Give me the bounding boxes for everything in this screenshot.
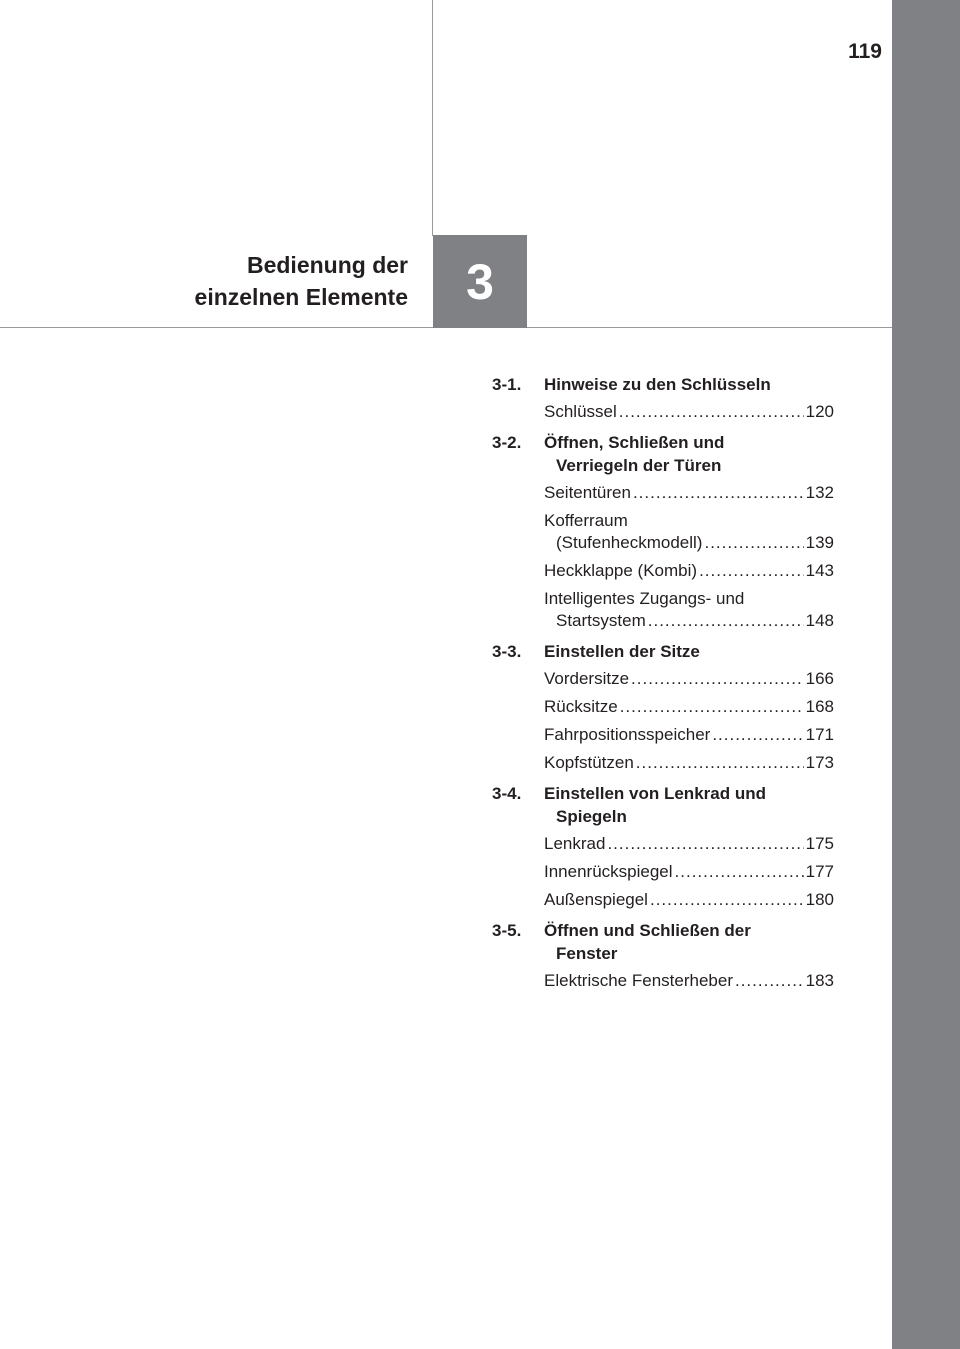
toc-section — [492, 373, 834, 423]
toc-entry-page: 183 — [805, 971, 834, 990]
toc-leader-dots — [631, 668, 804, 690]
toc-entry[interactable] — [544, 482, 834, 504]
toc-entry-label: Rücksitze — [544, 697, 618, 716]
header-vertical-divider — [432, 0, 433, 236]
toc-entry-label: Elektrische Fensterheber — [544, 971, 733, 990]
toc-entry-label: Vordersitze — [544, 669, 630, 688]
toc-entry[interactable] — [544, 510, 834, 554]
toc-entries — [544, 668, 834, 774]
toc-section-title — [544, 782, 834, 828]
toc-entry-label: Außenspiegel — [544, 890, 648, 909]
toc-entry-label: Kopfstützen — [544, 753, 634, 772]
toc-leader-dots — [704, 532, 803, 554]
toc-leader-dots — [675, 861, 804, 883]
toc-leader-dots — [650, 889, 804, 911]
page-number: 119 — [848, 40, 882, 63]
toc-entry-page: 175 — [805, 834, 834, 853]
toc-section-title-line: Spiegeln — [556, 807, 627, 826]
toc-section — [492, 431, 834, 632]
toc-entry-label: Heckklappe (Kombi) — [544, 561, 698, 580]
toc-leader-dots — [636, 752, 804, 774]
toc-entry[interactable] — [544, 970, 834, 992]
toc-leader-dots — [620, 696, 804, 718]
toc-entry-page: 120 — [805, 402, 834, 421]
toc-entry[interactable] — [544, 833, 834, 855]
toc-entry-label: (Stufenheckmodell) — [556, 533, 703, 552]
toc-section-heading[interactable] — [492, 782, 834, 828]
toc-entry[interactable] — [544, 724, 834, 746]
toc-leader-dots — [699, 560, 804, 582]
toc-entry-page: 143 — [805, 561, 834, 580]
toc-section-title-line: Fenster — [556, 944, 618, 963]
toc-entry-page: 177 — [805, 862, 834, 881]
toc-section-number: 3-5. — [492, 921, 522, 940]
chapter-number-box: 3 — [433, 235, 527, 328]
toc-section-title-line: Öffnen, Schließen und — [544, 433, 725, 452]
toc-entry[interactable] — [544, 560, 834, 582]
toc-entry-page: 173 — [805, 753, 834, 772]
toc-leader-dots — [633, 482, 804, 504]
toc-entry-label: Intelligentes Zugangs- und — [544, 589, 745, 608]
toc-entries — [544, 401, 834, 423]
toc-section-heading[interactable] — [492, 431, 834, 477]
table-of-contents — [492, 373, 834, 1000]
toc-entry[interactable] — [544, 696, 834, 718]
toc-entry-label: Kofferraum — [544, 511, 628, 530]
toc-section-title-line: Hinweise zu den Schlüsseln — [544, 375, 771, 394]
toc-entry-page: 148 — [805, 611, 834, 630]
toc-section-number: 3-2. — [492, 433, 522, 452]
toc-section-title — [544, 431, 834, 477]
toc-entry[interactable] — [544, 401, 834, 423]
toc-section — [492, 919, 834, 992]
toc-section — [492, 782, 834, 911]
toc-section-number: 3-1. — [492, 375, 522, 394]
chapter-title — [195, 249, 408, 313]
toc-leader-dots — [648, 610, 804, 632]
toc-entry-label: Lenkrad — [544, 834, 606, 853]
toc-entry-label: Seitentüren — [544, 483, 631, 502]
toc-section-number: 3-4. — [492, 784, 522, 803]
toc-entry[interactable] — [544, 668, 834, 690]
toc-entry-page: 168 — [805, 697, 834, 716]
toc-entries — [544, 833, 834, 911]
chapter-title-line: Bedienung der — [246, 252, 408, 278]
toc-entry-page: 139 — [805, 533, 834, 552]
toc-entry[interactable] — [544, 752, 834, 774]
toc-entry[interactable] — [544, 889, 834, 911]
toc-section-title — [544, 373, 834, 396]
toc-entries — [544, 482, 834, 632]
toc-section-heading[interactable] — [492, 640, 834, 663]
toc-entry-label: Innenrückspiegel — [544, 862, 673, 881]
toc-section-heading[interactable] — [492, 373, 834, 396]
toc-section-title-line: Verriegeln der Türen — [556, 456, 722, 475]
toc-section-title-line: Öffnen und Schließen der — [544, 921, 751, 940]
toc-entry-label: Schlüssel — [544, 402, 617, 421]
toc-section-title-line: Einstellen der Sitze — [544, 642, 700, 661]
toc-entries — [544, 970, 834, 992]
toc-entry-label: Fahrpositionsspeicher — [544, 725, 711, 744]
toc-section-number: 3-3. — [492, 642, 522, 661]
toc-leader-dots — [607, 833, 803, 855]
toc-section-title — [544, 919, 834, 965]
toc-entry-label: Startsystem — [556, 611, 646, 630]
toc-entry-page: 132 — [805, 483, 834, 502]
toc-entry-page: 171 — [805, 725, 834, 744]
toc-section-title-line: Einstellen von Lenkrad und — [544, 784, 766, 803]
chapter-title-line: einzelnen Elemente — [194, 284, 408, 310]
toc-leader-dots — [712, 724, 803, 746]
toc-section — [492, 640, 834, 774]
chapter-side-tab — [892, 0, 960, 1349]
toc-entry[interactable] — [544, 588, 834, 632]
toc-entry-page: 166 — [805, 669, 834, 688]
toc-leader-dots — [735, 970, 804, 992]
toc-entry[interactable] — [544, 861, 834, 883]
toc-entry-page: 180 — [805, 890, 834, 909]
toc-section-title — [544, 640, 834, 663]
toc-leader-dots — [619, 401, 804, 423]
toc-section-heading[interactable] — [492, 919, 834, 965]
